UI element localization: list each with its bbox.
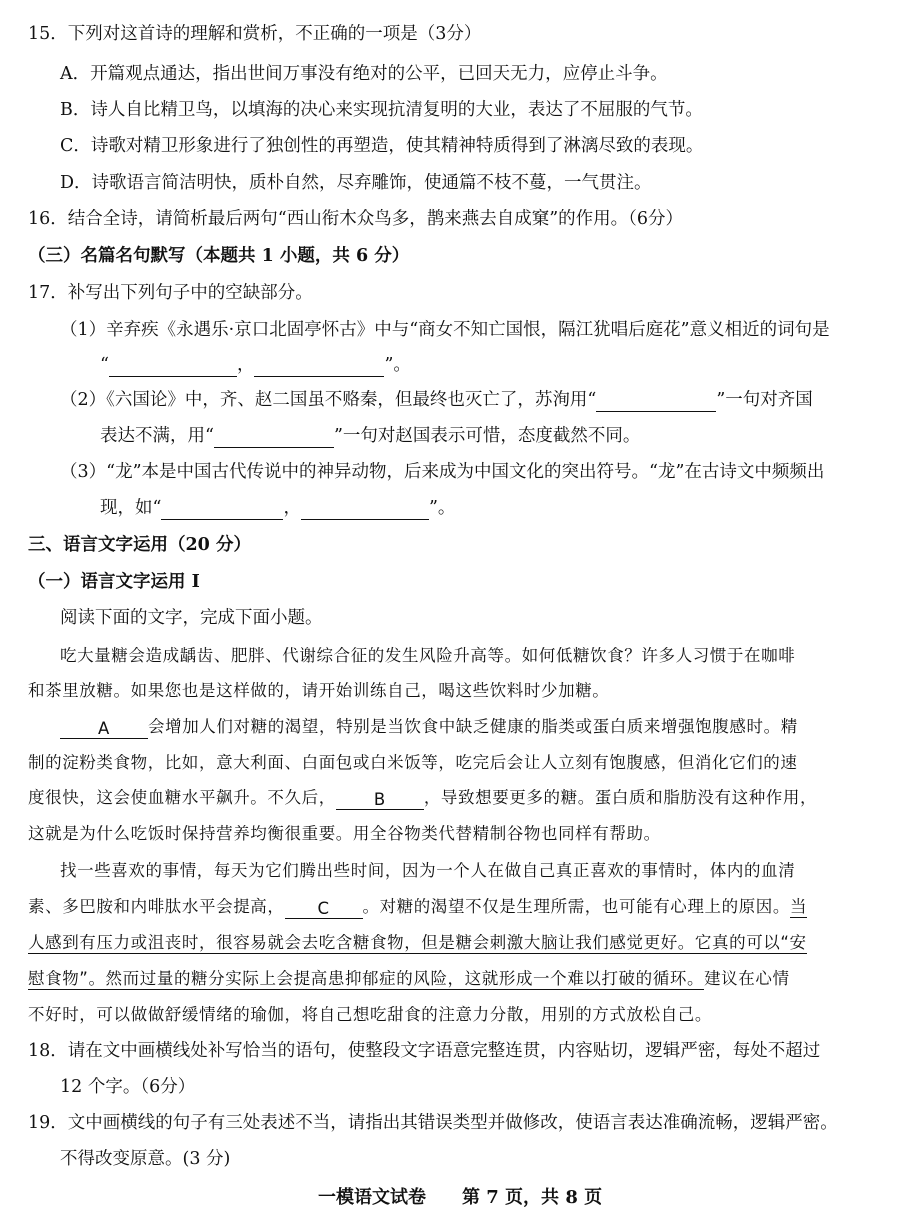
answer-blank[interactable] — [596, 392, 716, 412]
underlined-sentence: 当 — [790, 897, 808, 916]
passage-line: 慰食物”。然而过量的糖分实际上会提高患抑郁症的风险，这就形成一个难以打破的循环。建议在心情 — [28, 969, 790, 988]
answer-blank[interactable] — [301, 500, 429, 520]
q15-option-c: C．诗歌对精卫形象进行了独创性的再塑造，使其精神特质得到了淋漓尽致的表现。 — [60, 136, 704, 156]
passage-line: 素、多巴胺和内啡肽水平会提高， C 。对糖的渴望不仅是生理所需，也可能有心理上的原因。当 — [28, 897, 808, 918]
q15-stem: 15．下列对这首诗的理解和赏析，不正确的一项是（3分） — [28, 24, 482, 44]
subsection-heading: （一）语言文字运用 I — [28, 572, 200, 592]
passage-line: 找一些喜欢的事情，每天为它们腾出些时间，因为一个人在做自己真正喜欢的事情时，体内的血清 — [60, 861, 796, 880]
blank-a[interactable]: A — [60, 719, 148, 739]
q19-line2: 不得改变原意。(3 分) — [60, 1149, 231, 1169]
q15-option-d: D．诗歌语言简洁明快，质朴自然，尽弃雕饰，使通篇不枝不蔓，一气贯注。 — [60, 173, 652, 193]
q17-item1-line2: “ ， ”。 — [100, 355, 411, 375]
q17-item3-line1: （3）“龙”本是中国古代传说中的神异动物，后来成为中国文化的突出符号。“龙”在古诗文中频频出 — [60, 462, 825, 482]
q18-line2: 12 个字。（6分） — [60, 1077, 196, 1097]
passage-line: 吃大量糖会造成龋齿、肥胖、代谢综合征的发生风险升高等。如何低糖饮食？许多人习惯于在咖啡 — [60, 646, 796, 665]
underlined-sentence: 慰食物”。然而过量的糖分实际上会提高患抑郁症的风险，这就形成一个难以打破的循环。 — [28, 969, 705, 988]
answer-blank[interactable] — [214, 428, 334, 448]
passage-line: 度很快，这会使血糖水平飙升。不久后， B ，导致想要更多的糖。蛋白质和脂肪没有这种作用， — [28, 788, 818, 809]
blank-b[interactable]: B — [336, 790, 424, 810]
q15-option-a: A．开篇观点通达，指出世间万事没有绝对的公平，已回天无力，应停止斗争。 — [60, 64, 668, 84]
underlined-sentence: 人感到有压力或沮丧时，很容易就会去吃含糖食物，但是糖会刺激大脑让我们感觉更好。它真的可以“安 — [28, 933, 807, 952]
blank-c[interactable]: C — [285, 899, 363, 919]
passage-line: 不好时，可以做做舒缓情绪的瑜伽，将自己想吃甜食的注意力分散，用别的方式放松自己。 — [28, 1005, 712, 1024]
q17-item1-line1: （1）辛弃疾《永遇乐·京口北固亭怀古》中与“商女不知亡国恨，隔江犹唱后庭花”意义相近的词句是 — [60, 320, 830, 340]
reading-instruction: 阅读下面的文字，完成下面小题。 — [60, 608, 323, 628]
q19-line1: 19．文中画横线的句子有三处表述不当，请指出其错误类型并做修改，使语言表达准确流畅，逻辑严密。 — [28, 1113, 838, 1133]
answer-blank[interactable] — [254, 357, 384, 377]
section-heading-language-use: 三、语言文字运用（20 分） — [28, 535, 251, 555]
section-heading-recitation: （三）名篇名句默写（本题共 1 小题，共 6 分） — [28, 246, 410, 266]
passage-line — [28, 931, 807, 955]
q17-item2-line2: 表达不满，用“ ”一句对赵国表示可惜，态度截然不同。 — [100, 426, 641, 446]
footer-page-number: 第 7 页，共 8 页 — [462, 1187, 603, 1208]
passage-line: A 会增加人们对糖的渴望，特别是当饮食中缺乏健康的脂类或蛋白质来增强饱腹感时。精 — [60, 715, 798, 739]
answer-blank[interactable] — [109, 357, 237, 377]
passage-line: 和茶里放糖。如果您也是这样做的，请开始训练自己，喝这些饮料时少加糖。 — [28, 681, 610, 700]
q16-text: 16．结合全诗，请简析最后两句“西山衔木众鸟多，鹊来燕去自成窠”的作用。（6分） — [28, 209, 684, 229]
q15-option-b: B．诗人自比精卫鸟，以填海的决心来实现抗清复明的大业，表达了不屈服的气节。 — [60, 100, 703, 120]
q18-line1: 18．请在文中画横线处补写恰当的语句，使整段文字语意完整连贯，内容贴切，逻辑严密，每处不超过 — [28, 1041, 821, 1061]
passage-line: 制的淀粉类食物，比如，意大利面、白面包或白米饭等，吃完后会让人立刻有饱腹感，但消化它们的速 — [28, 753, 798, 772]
answer-blank[interactable] — [161, 500, 283, 520]
q17-item3-line2: 现，如“ ， ”。 — [100, 498, 456, 518]
q17-item2-line1: （2）《六国论》中，齐、赵二国虽不赂秦，但最终也灭亡了，苏洵用“ ”一句对齐国 — [60, 390, 813, 410]
footer-exam-title: 一模语文试卷 — [318, 1187, 426, 1208]
q17-stem: 17．补写出下列句子中的空缺部分。 — [28, 283, 313, 303]
passage-line: 这就是为什么吃饭时保持营养均衡很重要。用全谷物类代替精制谷物也同样有帮助。 — [28, 824, 661, 843]
